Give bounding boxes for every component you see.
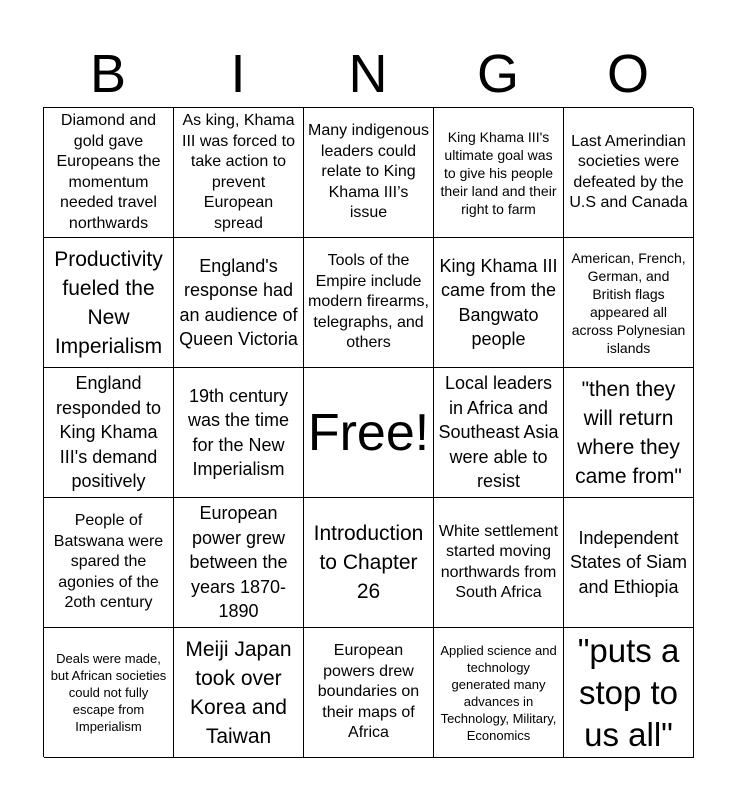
cell-text: Applied science and technology generated many advances in Technology, Military, Economics	[440, 642, 557, 743]
cell-text: 19th century was the time for the New Imperialism	[187, 385, 290, 479]
bingo-cell[interactable]	[434, 368, 564, 498]
bingo-cell[interactable]	[44, 498, 174, 628]
bingo-cell[interactable]	[44, 628, 174, 758]
bingo-cell[interactable]	[564, 108, 694, 238]
bingo-cell[interactable]	[434, 238, 564, 368]
cell-text: American, French, German, and British flags appeared all across Polynesian islands	[571, 249, 686, 356]
bingo-cell[interactable]	[564, 628, 694, 758]
cell-text: Tools of the Empire include modern firearms, telegraphs, and others	[308, 252, 429, 352]
cell-text: England's response had an audience of Queen Victoria	[179, 255, 298, 349]
free-space[interactable]	[304, 368, 434, 498]
bingo-cell[interactable]	[304, 238, 434, 368]
cell-text: Last Amerindian societies were defeated by the U.S and Canada	[569, 132, 688, 211]
cell-text: White settlement started moving northwards from South Africa	[438, 522, 559, 601]
header-letter-g: G	[476, 44, 519, 104]
bingo-cell[interactable]	[434, 628, 564, 758]
cell-text: European powers drew boundaries on their maps of Africa	[317, 642, 420, 742]
bingo-cell[interactable]	[174, 108, 304, 238]
cell-text: People of Batswana were spared the agonies of the 2oth century	[53, 512, 164, 612]
header-letter-o: O	[606, 44, 649, 104]
free-space-text: Free!	[307, 403, 430, 462]
cell-text: Many indigenous leaders could relate to King Khama III’s issue	[308, 122, 429, 222]
cell-text: As king, Khama III was forced to take action to prevent European spread	[182, 112, 295, 232]
bingo-cell[interactable]	[174, 368, 304, 498]
cell-text: "then they will return where they came from"	[575, 377, 682, 488]
bingo-cell[interactable]	[44, 238, 174, 368]
bingo-cell[interactable]	[304, 108, 434, 238]
bingo-cell[interactable]	[44, 108, 174, 238]
bingo-cell[interactable]	[304, 628, 434, 758]
bingo-cell[interactable]	[434, 498, 564, 628]
cell-text: Productivity fueled the New Imperialism	[54, 247, 163, 358]
bingo-cell[interactable]	[174, 628, 304, 758]
cell-text: England responded to King Khama III's demand positively	[55, 373, 162, 492]
cell-text: Deals were made, but African societies could not fully escape from Imperialism	[50, 651, 167, 734]
cell-text: "puts a stop to us all"	[577, 631, 680, 753]
cell-text: King Khama III came from the Bangwato people	[439, 255, 558, 349]
cell-text: European power grew between the years 1870-1890	[189, 503, 288, 622]
bingo-grid	[43, 107, 693, 757]
bingo-cell[interactable]	[564, 368, 694, 498]
header-letter-n: N	[348, 44, 388, 104]
header-letter-b: B	[89, 44, 127, 104]
cell-text: Local leaders in Africa and Southeast Asia were able to resist	[438, 373, 559, 492]
bingo-cell[interactable]	[564, 498, 694, 628]
cell-text: Meiji Japan took over Korea and Taiwan	[185, 637, 292, 748]
header-letter-i: I	[230, 44, 246, 104]
bingo-cell[interactable]	[174, 238, 304, 368]
bingo-cell[interactable]	[174, 498, 304, 628]
bingo-cell[interactable]	[434, 108, 564, 238]
bingo-header	[43, 40, 693, 108]
cell-text: Independent States of Siam and Ethiopia	[569, 527, 688, 597]
bingo-cell[interactable]	[44, 368, 174, 498]
cell-text: King Khama III's ultimate goal was to give his people their land and their right to farm	[440, 128, 557, 217]
bingo-cell[interactable]	[564, 238, 694, 368]
cell-text: Diamond and gold gave Europeans the momentum needed travel northwards	[56, 112, 161, 232]
bingo-cell[interactable]	[304, 498, 434, 628]
cell-text: Introduction to Chapter 26	[313, 522, 424, 603]
